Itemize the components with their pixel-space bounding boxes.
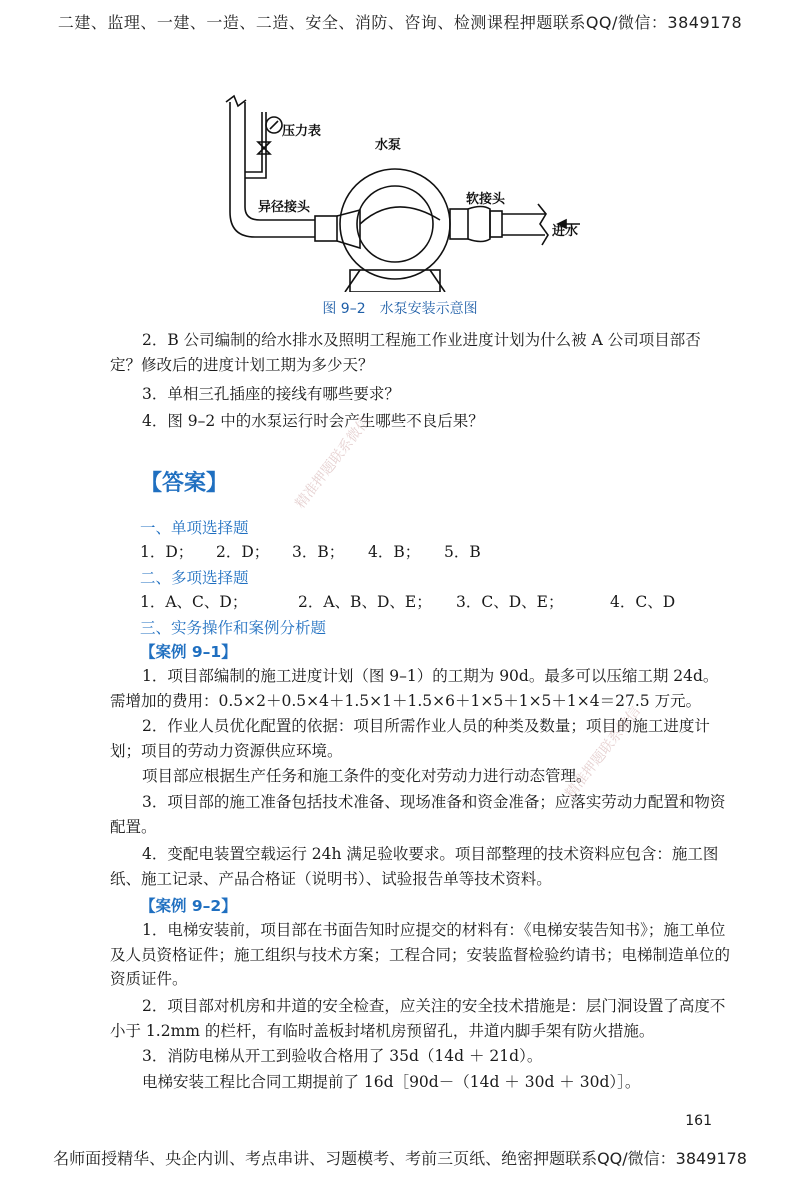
multi-answer-4: 4．C、D [610,593,676,611]
question-3: 3．单相三孔插座的接线有哪些要求？ [142,385,400,403]
case-9-2-para-3: 3．消防电梯从开工到验收合格用了 35d（14d ＋ 21d）。 [142,1047,543,1065]
case-9-1-para-5: 4．变配电装置空载运行 24h 满足验收要求。项目部整理的技术资料应包含：施工图纸、施工记录、产品合格证（说明书）、试验报告单等技术资料。 [110,845,719,888]
page-header: 二建、监理、一建、一造、二造、安全、消防、咨询、检测课程押题联系QQ/微信：3849178 [57,13,743,32]
section-multi-choice: 二、多项选择题 [140,569,249,587]
question-2: 2．B 公司编制的给水排水及照明工程施工作业进度计划为什么被 A 公司项目部否定？修改后的进度计划工期为多少天？ [110,331,701,374]
case-9-1-para-4: 3．项目部的施工准备包括技术准备、现场准备和资金准备；应落实劳动力配置和物资配置。 [110,793,726,836]
single-answer-4: 4．B； [368,543,421,561]
flexible-joint [468,207,490,242]
single-answer-3: 3．B； [292,543,345,561]
page-number: 161 [685,1113,712,1129]
label-pump: 水泵 [375,138,402,153]
single-answer-5: 5．B [444,543,481,561]
valve-icon [258,142,270,154]
multi-answer-2: 2．A、B、D、E； [298,593,432,611]
figure-caption: 图 9–2 水泵安装示意图 [322,301,478,317]
case-9-2-para-1: 1．电梯安装前，项目部在书面告知时应提交的材料有：《电梯安装告知书》；施工单位及人员资格证件；施工组织与技术方案；工程合同；安装监督检验约请书；电梯制造单位的资质证件。 [110,921,731,988]
pipe-break-top [226,96,246,106]
case-9-2-para-2: 2．项目部对机房和井道的安全检查，应关注的安全技术措施是：层门洞设置了高度不小于 1.2mm 的栏杆，有临时盖板封堵机房预留孔，井道内脚手架有防火措施。 [110,997,726,1040]
case-9-2-title: 【案例 9–2】 [140,897,237,915]
section-case-analysis: 三、实务操作和案例分析题 [140,619,327,637]
single-answer-1: 1．D； [140,543,194,561]
question-4: 4．图 9–2 中的水泵运行时会产生哪些不良后果？ [142,412,484,430]
multi-answer-3: 3．C、D、E； [456,593,564,611]
label-inlet: 进水 [552,224,579,239]
case-9-1-para-2: 2．作业人员优化配置的依据：项目所需作业人员的种类及数量；项目的施工进度计划；项目的劳动力资源供应环境。 [110,717,710,760]
case-9-1-para-3: 项目部应根据生产任务和施工条件的变化对劳动力进行动态管理。 [142,767,592,785]
watermark: 精准押题联系微信 [292,413,374,512]
page-footer: 名师面授精华、央企内训、考点串讲、习题模考、考前三页纸、绝密押题联系QQ/微信：3849178 [53,1149,747,1168]
single-answer-2: 2．D； [216,543,270,561]
label-flex-joint: 软接头 [466,192,506,207]
label-pressure-gauge: 压力表 [282,124,322,139]
case-9-2-para-4: 电梯安装工程比合同工期提前了 16d［90d－（14d ＋ 30d ＋ 30d）］。 [142,1073,641,1091]
case-9-1-para-1: 1．项目部编制的施工进度计划（图 9–1）的工期为 90d。最多可以压缩工期 24d。需增加的费用：0.5×2＋0.5×4＋1.5×1＋1.5×6＋1×5＋1×5＋1×4＝27.5 万元。 [110,667,719,710]
pump-installation-diagram [200,92,580,292]
pipe-break-inlet [538,204,548,245]
answer-heading: 【答案】 [140,471,229,496]
section-single-choice: 一、单项选择题 [140,519,249,537]
watermark: 精准押题联系微信 [562,703,644,802]
multi-answer-1: 1．A、C、D； [140,593,248,611]
label-reducer: 异径接头 [258,200,311,215]
case-9-1-title: 【案例 9–1】 [140,643,237,661]
pump-diagram-svg [200,92,580,292]
